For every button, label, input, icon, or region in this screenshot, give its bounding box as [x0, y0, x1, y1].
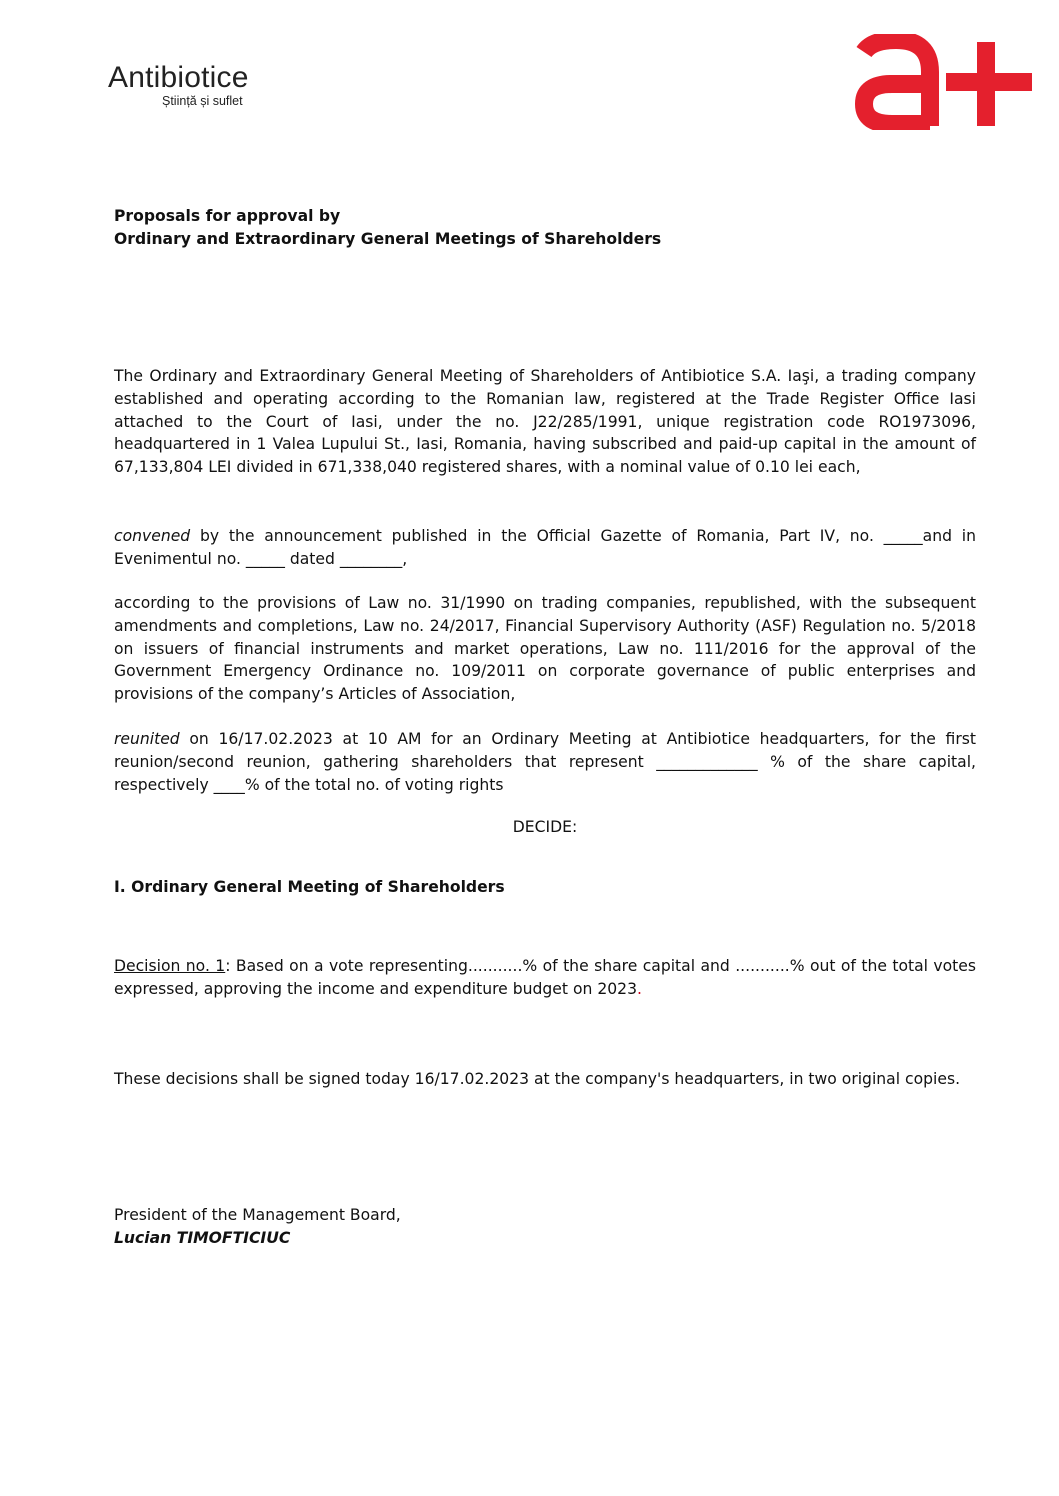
convened-paragraph	[114, 525, 976, 571]
signature-name: Lucian TIMOFTICIUC	[114, 1228, 291, 1247]
title-line-2: Ordinary and Extraordinary General Meetings of Shareholders	[114, 229, 662, 248]
intro-paragraph	[114, 365, 976, 479]
reunited-word: reunited	[114, 730, 180, 748]
title-line-1: Proposals for approval by	[114, 207, 341, 225]
decision-text: : Based on a vote representing...........% of the share capital and ...........% out of the total votes expressed, approving the income and expenditure budget on 2023	[114, 957, 976, 998]
decision-paragraph	[114, 955, 976, 1001]
convened-word: convened	[114, 527, 191, 545]
a-plus-logo-icon	[852, 34, 1032, 130]
a-bowl-mark	[864, 84, 930, 124]
plus-mark	[946, 42, 1032, 126]
decide-label	[114, 816, 976, 839]
document-title	[114, 205, 976, 251]
company-logo	[108, 62, 249, 108]
reunited-text: on 16/17.02.2023 at 10 AM for an Ordinary Meeting at Antibiotice headquarters, for the first reunion/second reunion, gathering shareholders that represent _____________ % of the share capital, respectively ____% of the total no. of voting rights	[114, 730, 976, 794]
provisions-text: according to the provisions of Law no. 31/1990 on trading companies, republished, with the subsequent amendments and completions, Law no. 24/2017, Financial Supervisory Authority (ASF) Regulation no. 5/2018 on issuers of financial instruments and market operations, Law no. 111/2016 for the approval of the Government Emergency Ordinance no. 109/2011 on corporate governance of public enterprises and provisions of the company’s Articles of Association,	[114, 594, 976, 704]
decision-label: Decision no. 1	[114, 957, 226, 975]
signature-role: President of the Management Board,	[114, 1206, 401, 1224]
logo-tagline: Știință și suflet	[162, 94, 243, 108]
logo-name: Antibiotice	[108, 61, 249, 94]
section-heading	[114, 876, 976, 899]
reunited-paragraph	[114, 728, 976, 796]
signature-block	[114, 1204, 976, 1250]
section-heading-text: I. Ordinary General Meeting of Shareholders	[114, 878, 505, 896]
convened-text: by the announcement published in the Official Gazette of Romania, Part IV, no. _____and in Evenimentul no. _____ dated ________,	[114, 527, 976, 568]
closing-paragraph	[114, 1068, 976, 1091]
intro-text: The Ordinary and Extraordinary General Meeting of Shareholders of Antibiotice S.A. Iaşi, a trading company established and operating according to the Romanian law, registered at the Trade Register Office Iasi attached to the Court of Iasi, under the no. J22/285/1991, unique registration code RO1973096, headquartered in 1 Valea Lupului St., Iasi, Romania, having subscribed and paid-up capital in the amount of 67,133,804 LEI divided in 671,338,040 registered shares, with a nominal value of 0.10 lei each,	[114, 367, 976, 477]
closing-text: These decisions shall be signed today 16/17.02.2023 at the company's headquarters, in two original copies.	[114, 1070, 961, 1088]
decide-text: DECIDE:	[512, 818, 578, 836]
decision-end: .	[637, 979, 642, 998]
provisions-paragraph	[114, 592, 976, 706]
